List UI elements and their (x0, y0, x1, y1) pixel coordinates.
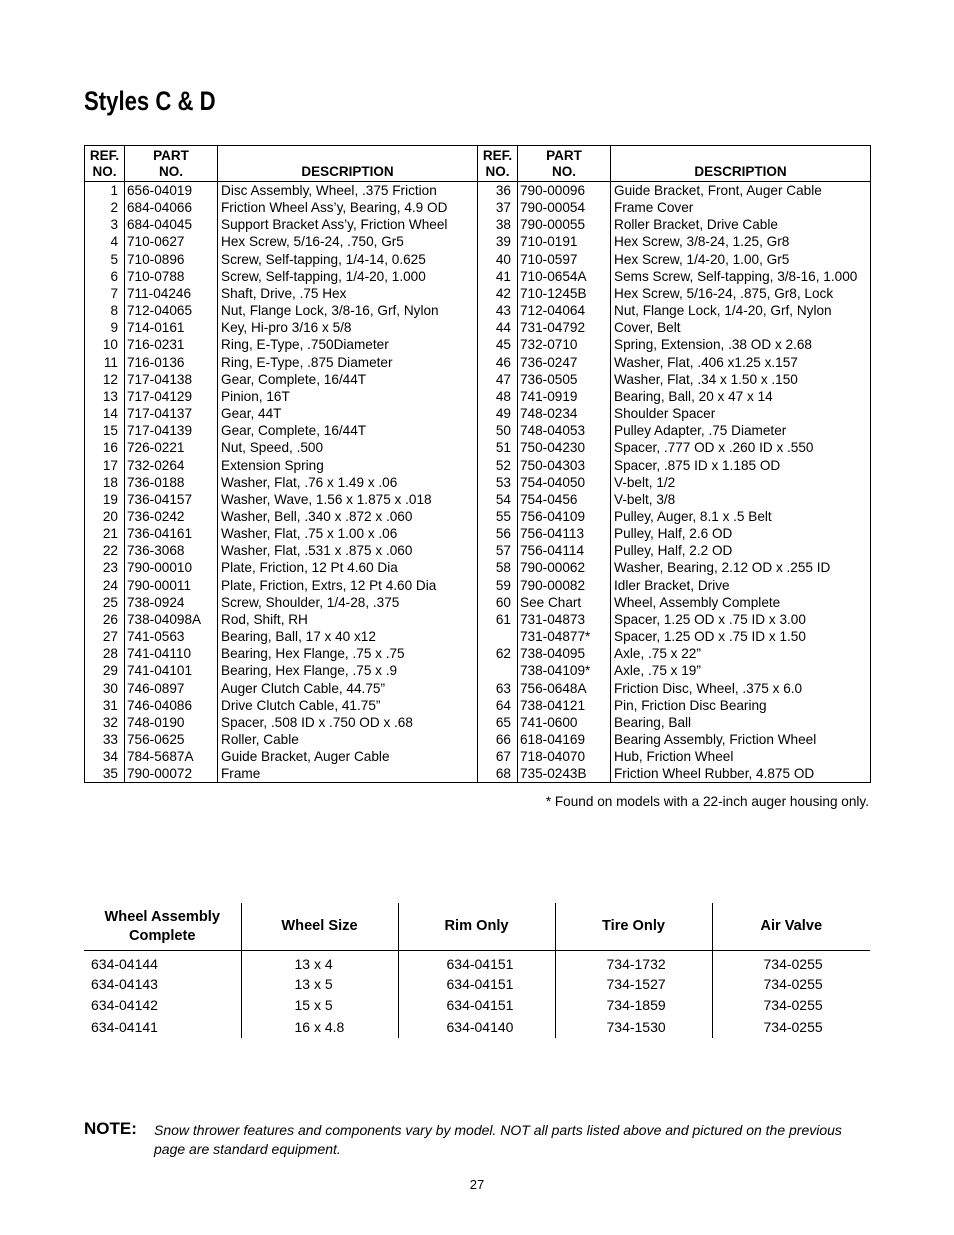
part-no-cell: 710-0191 (518, 233, 611, 250)
wheel-assembly-cell: 634-04142 (91, 997, 158, 1014)
ref-no-cell (478, 662, 518, 679)
description-header-left: DESCRIPTION (218, 146, 478, 182)
description-cell: Screw, Self-tapping, 1/4-14, 0.625 (218, 251, 478, 268)
description-cell: Key, Hi-pro 3/16 x 5/8 (218, 319, 478, 336)
description-cell: Hex Screw, 5/16-24, .875, Gr8, Lock (611, 285, 871, 302)
table-row (85, 354, 871, 371)
description-cell: Washer, Bearing, 2.12 OD x .255 ID (611, 559, 871, 576)
description-cell: Spring, Extension, .38 OD x 2.68 (611, 336, 871, 353)
ref-no-cell: 35 (85, 765, 125, 783)
part-no-cell: See Chart (518, 594, 611, 611)
ref-no-cell: 43 (478, 302, 518, 319)
part-no-cell: 750-04230 (518, 439, 611, 456)
description-cell: Drive Clutch Cable, 41.75” (218, 697, 478, 714)
description-cell: Spacer, .777 OD x .260 ID x .550 (611, 439, 871, 456)
description-cell: Spacer, 1.25 OD x .75 ID x 3.00 (611, 611, 871, 628)
part-no-cell: 711-04246 (125, 285, 218, 302)
part-no-cell: 731-04792 (518, 319, 611, 336)
description-cell: Nut, Flange Lock, 3/8-16, Grf, Nylon (218, 302, 478, 319)
air-valve-cell: 734-0255 (712, 973, 870, 995)
rim-only-cell: 634-04151 (398, 973, 555, 995)
description-cell: Pulley, Auger, 8.1 x .5 Belt (611, 508, 871, 525)
part-no-cell: 790-00055 (518, 216, 611, 233)
description-cell: Washer, Flat, .406 x1.25 x.157 (611, 354, 871, 371)
part-no-cell: 726-0221 (125, 439, 218, 456)
table-row (85, 457, 871, 474)
description-cell: Wheel, Assembly Complete (611, 594, 871, 611)
ref-no-cell: 60 (478, 594, 518, 611)
wheel-table-header-row (84, 903, 870, 951)
description-cell: Pulley Adapter, .75 Diameter (611, 422, 871, 439)
table-row (85, 422, 871, 439)
ref-no-cell: 53 (478, 474, 518, 491)
tire-only-cell: 734-1530 (555, 1016, 712, 1038)
ref-no-cell: 31 (85, 697, 125, 714)
description-cell: Friction Wheel Rubber, 4.875 OD (611, 765, 871, 783)
ref-no-cell: 6 (85, 268, 125, 285)
description-cell: Extension Spring (218, 457, 478, 474)
ref-no-cell: 18 (85, 474, 125, 491)
part-no-cell: 738-04095 (518, 645, 611, 662)
part-no-cell: 710-0788 (125, 268, 218, 285)
description-cell: Roller, Cable (218, 731, 478, 748)
rim-only-cell: 634-04151 (398, 995, 555, 1017)
table-row (85, 199, 871, 216)
parts-table-body (85, 182, 871, 783)
part-no-cell: 756-04113 (518, 525, 611, 542)
description-cell: Frame (218, 765, 478, 783)
part-no-cell: 748-0234 (518, 405, 611, 422)
part-no-cell: 684-04066 (125, 199, 218, 216)
part-no-cell: 656-04019 (125, 182, 218, 200)
wheel-assembly-header: Wheel Assembly Complete (84, 903, 241, 951)
part-no-cell: 790-00062 (518, 559, 611, 576)
table-row (85, 559, 871, 576)
part-no-cell: 790-00082 (518, 577, 611, 594)
ref-no-cell: 8 (85, 302, 125, 319)
description-cell: Spacer, .508 ID x .750 OD x .68 (218, 714, 478, 731)
part-no-cell: 754-04050 (518, 474, 611, 491)
description-cell: Bearing, Ball, 17 x 40 x12 (218, 628, 478, 645)
ref-no-cell: 46 (478, 354, 518, 371)
ref-no-cell: 27 (85, 628, 125, 645)
ref-no-cell: 55 (478, 508, 518, 525)
part-no-cell: 735-0243B (518, 765, 611, 783)
table-row (85, 336, 871, 353)
description-cell: V-belt, 3/8 (611, 491, 871, 508)
ref-no-cell (478, 628, 518, 645)
description-cell: Bearing, Ball (611, 714, 871, 731)
air-valve-cell: 734-0255 (712, 995, 870, 1017)
description-cell: Pulley, Half, 2.6 OD (611, 525, 871, 542)
part-no-cell: 754-0456 (518, 491, 611, 508)
description-header-right: DESCRIPTION (611, 146, 871, 182)
description-cell: Shoulder Spacer (611, 405, 871, 422)
tire-only-header: Tire Only (555, 903, 712, 951)
table-row (85, 680, 871, 697)
part-no-cell: 746-0897 (125, 680, 218, 697)
part-no-cell: 714-0161 (125, 319, 218, 336)
part-no-cell: 756-04114 (518, 542, 611, 559)
ref-no-header-left: REF. NO. (85, 146, 125, 182)
table-row (85, 302, 871, 319)
description-cell: Axle, .75 x 22” (611, 645, 871, 662)
table-row (85, 525, 871, 542)
description-cell: Roller Bracket, Drive Cable (611, 216, 871, 233)
rim-only-header: Rim Only (398, 903, 555, 951)
part-no-cell: 717-04137 (125, 405, 218, 422)
ref-no-cell: 47 (478, 371, 518, 388)
part-no-cell: 731-04877* (518, 628, 611, 645)
description-cell: Shaft, Drive, .75 Hex (218, 285, 478, 302)
ref-no-cell: 64 (478, 697, 518, 714)
tire-only-cell: 734-1859 (555, 995, 712, 1017)
part-no-cell: 736-04161 (125, 525, 218, 542)
wheel-size-header: Wheel Size (241, 903, 398, 951)
part-no-cell: 741-0600 (518, 714, 611, 731)
footnote: * Found on models with a 22-inch auger housing only. (545, 794, 869, 809)
description-cell: Pulley, Half, 2.2 OD (611, 542, 871, 559)
note-text: Snow thrower features and components vary by model. NOT all parts listed above and pictured on the previous page are standard equipment. (154, 1122, 842, 1157)
table-row (85, 594, 871, 611)
part-no-cell: 736-0505 (518, 371, 611, 388)
wheel-size-cell: 15 x 5 (241, 995, 398, 1017)
parts-list-table (84, 145, 871, 783)
ref-no-cell: 12 (85, 371, 125, 388)
ref-no-cell: 56 (478, 525, 518, 542)
part-no-cell: 784-5687A (125, 748, 218, 765)
part-no-cell: 790-00096 (518, 182, 611, 200)
description-cell: Washer, Flat, .75 x 1.00 x .06 (218, 525, 478, 542)
part-no-cell: 750-04303 (518, 457, 611, 474)
ref-no-cell: 21 (85, 525, 125, 542)
description-cell: Ring, E-Type, .875 Diameter (218, 354, 478, 371)
ref-no-cell: 59 (478, 577, 518, 594)
description-cell: Pinion, 16T (218, 388, 478, 405)
part-no-cell: 717-04138 (125, 371, 218, 388)
part-no-cell: 736-0247 (518, 354, 611, 371)
part-no-cell: 736-3068 (125, 542, 218, 559)
table-row (85, 765, 871, 783)
description-cell: Washer, Wave, 1.56 x 1.875 x .018 (218, 491, 478, 508)
wheel-assembly-table (84, 903, 870, 1038)
description-cell: Gear, Complete, 16/44T (218, 371, 478, 388)
ref-no-cell: 58 (478, 559, 518, 576)
part-no-cell: 790-00072 (125, 765, 218, 783)
ref-no-cell: 20 (85, 508, 125, 525)
ref-no-cell: 65 (478, 714, 518, 731)
ref-no-cell: 48 (478, 388, 518, 405)
part-no-cell: 710-0627 (125, 233, 218, 250)
ref-no-cell: 61 (478, 611, 518, 628)
part-no-cell: 738-04121 (518, 697, 611, 714)
note-label: NOTE: (84, 1119, 137, 1138)
ref-no-cell: 52 (478, 457, 518, 474)
description-cell: Washer, Bell, .340 x .872 x .060 (218, 508, 478, 525)
description-cell: Nut, Flange Lock, 1/4-20, Grf, Nylon (611, 302, 871, 319)
ref-no-cell: 22 (85, 542, 125, 559)
part-no-cell: 712-04064 (518, 302, 611, 319)
description-cell: Screw, Shoulder, 1/4-28, .375 (218, 594, 478, 611)
part-no-cell: 716-0231 (125, 336, 218, 353)
air-valve-cell: 734-0255 (712, 1016, 870, 1038)
ref-no-cell: 39 (478, 233, 518, 250)
wheel-assembly-cell: 634-04143 (91, 975, 158, 992)
description-cell: Hub, Friction Wheel (611, 748, 871, 765)
table-row (85, 628, 871, 645)
ref-no-cell: 51 (478, 439, 518, 456)
part-no-cell: 741-04101 (125, 662, 218, 679)
part-no-cell: 748-04053 (518, 422, 611, 439)
table-row (85, 508, 871, 525)
table-row (85, 439, 871, 456)
ref-no-cell: 3 (85, 216, 125, 233)
description-cell: Spacer, 1.25 OD x .75 ID x 1.50 (611, 628, 871, 645)
table-row (85, 268, 871, 285)
description-cell: Bearing, Hex Flange, .75 x .75 (218, 645, 478, 662)
part-no-cell: 732-0264 (125, 457, 218, 474)
wheel-assembly-cell: 634-04141 (91, 1018, 158, 1035)
wheel-assembly-cell: 634-04144 (91, 956, 158, 972)
description-cell: Support Bracket Ass’y, Friction Wheel (218, 216, 478, 233)
table-row (84, 973, 870, 995)
ref-no-cell: 30 (85, 680, 125, 697)
part-no-cell: 710-0896 (125, 251, 218, 268)
table-row (85, 731, 871, 748)
ref-no-cell: 26 (85, 611, 125, 628)
part-no-cell: 718-04070 (518, 748, 611, 765)
table-row (85, 714, 871, 731)
ref-no-cell: 68 (478, 765, 518, 783)
description-cell: Axle, .75 x 19” (611, 662, 871, 679)
ref-no-cell: 41 (478, 268, 518, 285)
description-cell: Hex Screw, 1/4-20, 1.00, Gr5 (611, 251, 871, 268)
ref-no-cell: 38 (478, 216, 518, 233)
ref-no-cell: 2 (85, 199, 125, 216)
wheel-table-body (84, 951, 870, 1038)
table-row (84, 995, 870, 1017)
table-row (84, 951, 870, 974)
description-cell: Cover, Belt (611, 319, 871, 336)
part-no-cell: 717-04139 (125, 422, 218, 439)
part-no-cell: 790-00010 (125, 559, 218, 576)
part-no-cell: 738-04098A (125, 611, 218, 628)
description-cell: Nut, Speed, .500 (218, 439, 478, 456)
ref-no-cell: 63 (478, 680, 518, 697)
description-cell: Screw, Self-tapping, 1/4-20, 1.000 (218, 268, 478, 285)
ref-no-cell: 57 (478, 542, 518, 559)
table-row (85, 319, 871, 336)
part-no-cell: 741-04110 (125, 645, 218, 662)
table-row (84, 1016, 870, 1038)
part-no-cell: 790-00011 (125, 577, 218, 594)
description-cell: Disc Assembly, Wheel, .375 Friction (218, 182, 478, 200)
ref-no-cell: 15 (85, 422, 125, 439)
rim-only-cell: 634-04140 (398, 1016, 555, 1038)
table-row (85, 182, 871, 200)
table-row (85, 233, 871, 250)
part-no-cell: 756-04109 (518, 508, 611, 525)
parts-table-header-row (85, 146, 871, 182)
description-cell: Guide Bracket, Front, Auger Cable (611, 182, 871, 200)
description-cell: Washer, Flat, .76 x 1.49 x .06 (218, 474, 478, 491)
part-no-cell: 717-04129 (125, 388, 218, 405)
table-row (85, 662, 871, 679)
ref-no-cell: 34 (85, 748, 125, 765)
description-cell: Rod, Shift, RH (218, 611, 478, 628)
table-row (85, 405, 871, 422)
description-cell: Friction Disc, Wheel, .375 x 6.0 (611, 680, 871, 697)
table-row (85, 285, 871, 302)
description-cell: Auger Clutch Cable, 44.75” (218, 680, 478, 697)
description-cell: Plate, Friction, Extrs, 12 Pt 4.60 Dia (218, 577, 478, 594)
part-no-cell: 712-04065 (125, 302, 218, 319)
ref-no-cell: 50 (478, 422, 518, 439)
ref-no-cell: 54 (478, 491, 518, 508)
description-cell: Washer, Flat, .34 x 1.50 x .150 (611, 371, 871, 388)
ref-no-cell: 4 (85, 233, 125, 250)
part-no-cell: 736-04157 (125, 491, 218, 508)
part-no-cell: 684-04045 (125, 216, 218, 233)
table-row (85, 577, 871, 594)
ref-no-cell: 17 (85, 457, 125, 474)
ref-no-cell: 11 (85, 354, 125, 371)
ref-no-cell: 67 (478, 748, 518, 765)
description-cell: Washer, Flat, .531 x .875 x .060 (218, 542, 478, 559)
part-no-cell: 746-04086 (125, 697, 218, 714)
rim-only-cell: 634-04151 (398, 951, 555, 974)
table-row (85, 611, 871, 628)
part-no-header-right: PART NO. (518, 146, 611, 182)
part-no-cell: 618-04169 (518, 731, 611, 748)
ref-no-cell: 9 (85, 319, 125, 336)
part-no-cell: 710-0654A (518, 268, 611, 285)
table-row (85, 491, 871, 508)
table-row (85, 251, 871, 268)
description-cell: Guide Bracket, Auger Cable (218, 748, 478, 765)
ref-no-cell: 7 (85, 285, 125, 302)
description-cell: Pin, Friction Disc Bearing (611, 697, 871, 714)
air-valve-cell: 734-0255 (712, 951, 870, 974)
ref-no-cell: 23 (85, 559, 125, 576)
part-no-cell: 741-0919 (518, 388, 611, 405)
part-no-cell: 738-0924 (125, 594, 218, 611)
table-row (85, 542, 871, 559)
ref-no-cell: 40 (478, 251, 518, 268)
table-row (85, 748, 871, 765)
ref-no-cell: 66 (478, 731, 518, 748)
ref-no-cell: 10 (85, 336, 125, 353)
part-no-cell: 732-0710 (518, 336, 611, 353)
part-no-cell: 741-0563 (125, 628, 218, 645)
ref-no-cell: 45 (478, 336, 518, 353)
table-row (85, 371, 871, 388)
table-row (85, 216, 871, 233)
description-cell: Bearing, Hex Flange, .75 x .9 (218, 662, 478, 679)
description-cell: Bearing Assembly, Friction Wheel (611, 731, 871, 748)
description-cell: Bearing, Ball, 20 x 47 x 14 (611, 388, 871, 405)
ref-no-cell: 1 (85, 182, 125, 200)
description-cell: Ring, E-Type, .750Diameter (218, 336, 478, 353)
ref-no-cell: 37 (478, 199, 518, 216)
ref-no-header-right: REF. NO. (478, 146, 518, 182)
part-no-cell: 790-00054 (518, 199, 611, 216)
ref-no-cell: 62 (478, 645, 518, 662)
description-cell: Gear, 44T (218, 405, 478, 422)
wheel-size-cell: 13 x 5 (241, 973, 398, 995)
part-no-cell: 736-0188 (125, 474, 218, 491)
page-title: Styles C & D (84, 86, 216, 116)
description-cell: Idler Bracket, Drive (611, 577, 871, 594)
table-row (85, 697, 871, 714)
part-no-cell: 736-0242 (125, 508, 218, 525)
ref-no-cell: 32 (85, 714, 125, 731)
tire-only-cell: 734-1732 (555, 951, 712, 974)
part-no-cell: 731-04873 (518, 611, 611, 628)
part-no-cell: 716-0136 (125, 354, 218, 371)
part-no-cell: 710-0597 (518, 251, 611, 268)
wheel-size-cell: 13 x 4 (241, 951, 398, 974)
ref-no-cell: 24 (85, 577, 125, 594)
description-cell: Plate, Friction, 12 Pt 4.60 Dia (218, 559, 478, 576)
ref-no-cell: 13 (85, 388, 125, 405)
ref-no-cell: 33 (85, 731, 125, 748)
description-cell: Hex Screw, 5/16-24, .750, Gr5 (218, 233, 478, 250)
ref-no-cell: 44 (478, 319, 518, 336)
description-cell: Gear, Complete, 16/44T (218, 422, 478, 439)
ref-no-cell: 19 (85, 491, 125, 508)
tire-only-cell: 734-1527 (555, 973, 712, 995)
ref-no-cell: 42 (478, 285, 518, 302)
ref-no-cell: 28 (85, 645, 125, 662)
ref-no-cell: 49 (478, 405, 518, 422)
page-number: 27 (469, 1177, 485, 1192)
ref-no-cell: 25 (85, 594, 125, 611)
table-row (85, 388, 871, 405)
ref-no-cell: 5 (85, 251, 125, 268)
part-no-cell: 756-0625 (125, 731, 218, 748)
description-cell: Hex Screw, 3/8-24, 1.25, Gr8 (611, 233, 871, 250)
ref-no-cell: 36 (478, 182, 518, 200)
part-no-cell: 748-0190 (125, 714, 218, 731)
description-cell: V-belt, 1/2 (611, 474, 871, 491)
table-row (85, 474, 871, 491)
part-no-cell: 738-04109* (518, 662, 611, 679)
ref-no-cell: 16 (85, 439, 125, 456)
description-cell: Sems Screw, Self-tapping, 3/8-16, 1.000 (611, 268, 871, 285)
wheel-size-cell: 16 x 4.8 (241, 1016, 398, 1038)
air-valve-header: Air Valve (712, 903, 870, 951)
description-cell: Spacer, .875 ID x 1.185 OD (611, 457, 871, 474)
ref-no-cell: 14 (85, 405, 125, 422)
table-row (85, 645, 871, 662)
description-cell: Frame Cover (611, 199, 871, 216)
part-no-cell: 756-0648A (518, 680, 611, 697)
description-cell: Friction Wheel Ass’y, Bearing, 4.9 OD (218, 199, 478, 216)
part-no-cell: 710-1245B (518, 285, 611, 302)
part-no-header-left: PART NO. (125, 146, 218, 182)
ref-no-cell: 29 (85, 662, 125, 679)
